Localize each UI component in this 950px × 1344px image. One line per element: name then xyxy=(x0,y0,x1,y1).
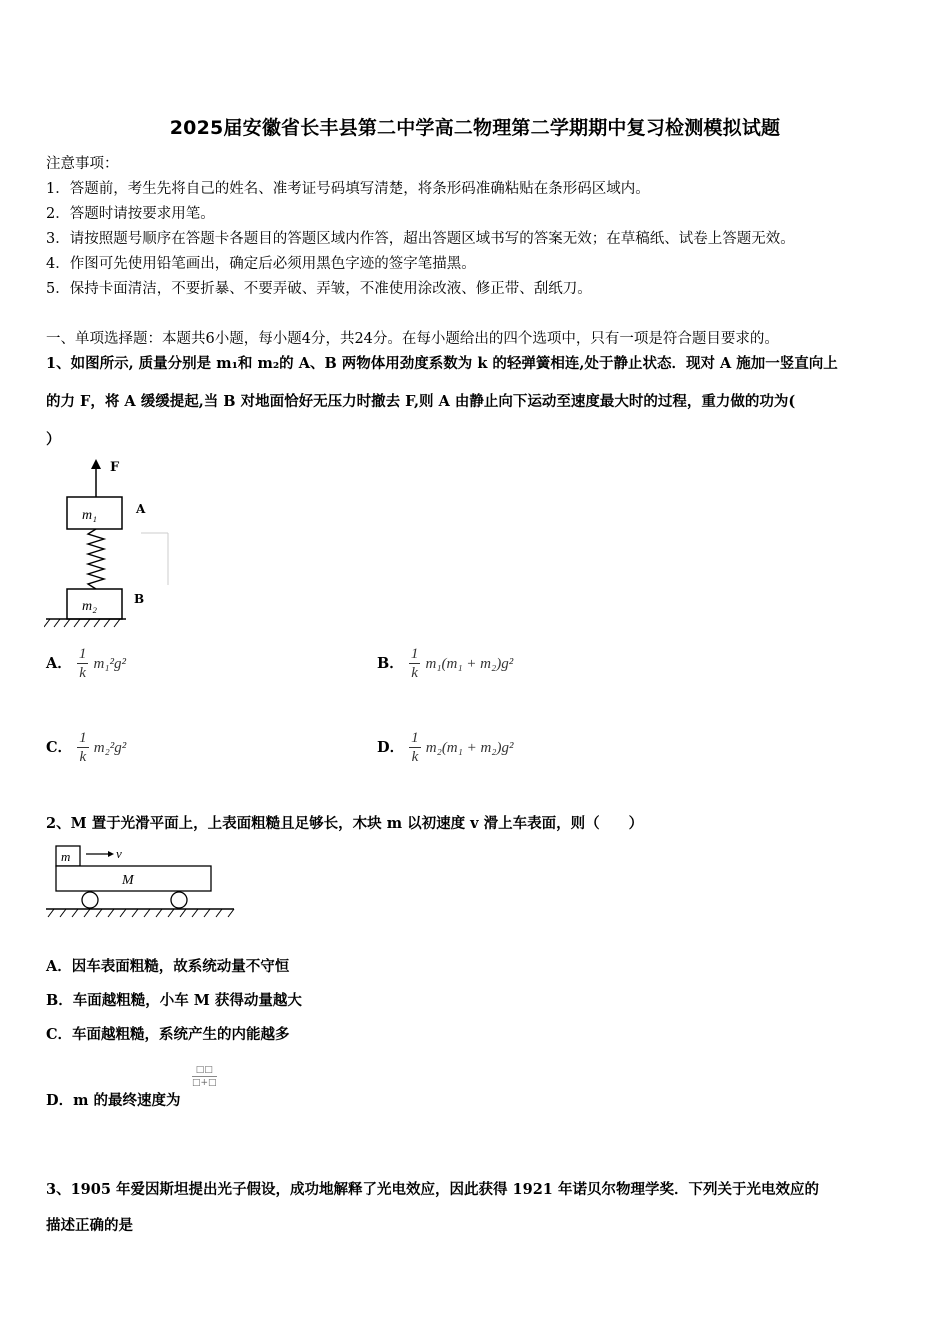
section-heading: 一、单项选择题：本题共6小题，每小题4分，共24分。在每小题给出的四个选项中，只有一项是符合题目要求的。 xyxy=(46,331,779,347)
label-a: A xyxy=(136,502,146,516)
fraction: $\frac{1}{k}$ xyxy=(411,730,419,765)
q2-option-d[interactable] xyxy=(46,1089,180,1110)
option-expression: m₁(m₁ + m₂)g² xyxy=(425,656,514,672)
block-m2-label: m₂ xyxy=(82,599,97,614)
option-letter: D． xyxy=(377,739,405,756)
option-letter: B． xyxy=(377,655,404,672)
cart-M-label: M xyxy=(122,873,134,888)
option-d-text: D．m 的最终速度为 xyxy=(46,1092,181,1109)
notice-item: 2．答题时请按要求用笔。 xyxy=(46,206,215,222)
q3-stem-line2: 描述正确的是 xyxy=(46,1217,133,1234)
force-label: F xyxy=(110,460,120,475)
ground-hatching xyxy=(48,909,234,917)
block-m-label: m xyxy=(61,849,71,864)
q1-option-d[interactable] xyxy=(377,729,514,766)
q1-option-c[interactable] xyxy=(46,729,126,766)
q2-option-b[interactable]: B．车面越粗糙，小车 M 获得动量越大 xyxy=(46,992,302,1009)
option-expression: m₂(m₁ + m₂)g² xyxy=(425,740,514,756)
option-expression: m₂²g² xyxy=(93,740,127,756)
option-letter: C． xyxy=(46,739,73,756)
wheel-left xyxy=(82,892,98,908)
q1-option-a[interactable] xyxy=(46,645,126,682)
notice-item: 4．作图可先使用铅笔画出，确定后必须用黑色字迹的签字笔描黑。 xyxy=(46,256,476,272)
q1-stem-line2: 的力 F，将 A 缓缓提起,当 B 对地面恰好无压力时撤去 F,则 A 由静止向下运动至速度最大时的过程，重力做的功为( xyxy=(46,393,796,410)
page-title: 2025届安徽省长丰县第二中学高二物理第二学期期中复习检测模拟试题 xyxy=(169,117,781,139)
notice-heading: 注意事项： xyxy=(46,156,119,172)
fraction: $\frac{1}{k}$ xyxy=(79,730,87,765)
fraction-numerator: □□ xyxy=(192,1064,217,1077)
option-letter: A． xyxy=(46,655,72,672)
q1-stem-line3: ） xyxy=(46,431,61,448)
q2-option-a[interactable]: A．因车表面粗糙，故系统动量不守恒 xyxy=(46,958,290,975)
wheel-right xyxy=(171,892,187,908)
q1-spring-figure xyxy=(44,455,174,630)
q1-option-b[interactable] xyxy=(377,645,513,682)
option-expression: m₁²g² xyxy=(93,656,126,672)
label-b: B xyxy=(134,592,145,606)
notice-item: 5．保持卡面清洁，不要折暴、不要弄破、弄皱，不准使用涂改液、修正带、刮纸刀。 xyxy=(46,281,592,297)
q2-option-c[interactable]: C．车面越粗糙，系统产生的内能越多 xyxy=(46,1026,290,1043)
velocity-label: v xyxy=(116,846,122,861)
ground-hatching xyxy=(44,619,120,627)
q2-cart-figure xyxy=(44,842,239,922)
q2-stem: 2、M 置于光滑平面上，上表面粗糙且足够长，木块 m 以初速度 v 滑上车表面，则（ ） xyxy=(46,815,644,832)
force-arrowhead xyxy=(91,459,101,469)
fraction-denominator: □+□ xyxy=(192,1078,217,1088)
notice-item: 3．请按照题号顺序在答题卡各题目的答题区域内作答，超出答题区域书写的答案无效；在草稿纸、试卷上答题无效。 xyxy=(46,231,795,247)
fraction: $\frac{1}{k}$ xyxy=(410,646,419,681)
option-d-fraction xyxy=(192,1064,217,1089)
fraction: $\frac{1}{k}$ xyxy=(78,646,87,681)
spring xyxy=(88,529,104,589)
q1-stem-line1: 1、如图所示, 质量分别是 m₁和 m₂的 A、B 两物体用劲度系数为 k 的轻弹簧相连,处于静止状态．现对 A 施加一竖直向上 xyxy=(46,355,838,372)
block-m1-label: m₁ xyxy=(82,508,97,523)
q3-stem-line1: 3、1905 年爱因斯坦提出光子假设，成功地解释了光电效应，因此获得 1921 年诺贝尔物理学奖．下列关于光电效应的 xyxy=(46,1181,819,1198)
notice-item: 1．答题前，考生先将自己的姓名、准考证号码填写清楚，将条形码准确粘贴在条形码区域内。 xyxy=(46,181,650,197)
